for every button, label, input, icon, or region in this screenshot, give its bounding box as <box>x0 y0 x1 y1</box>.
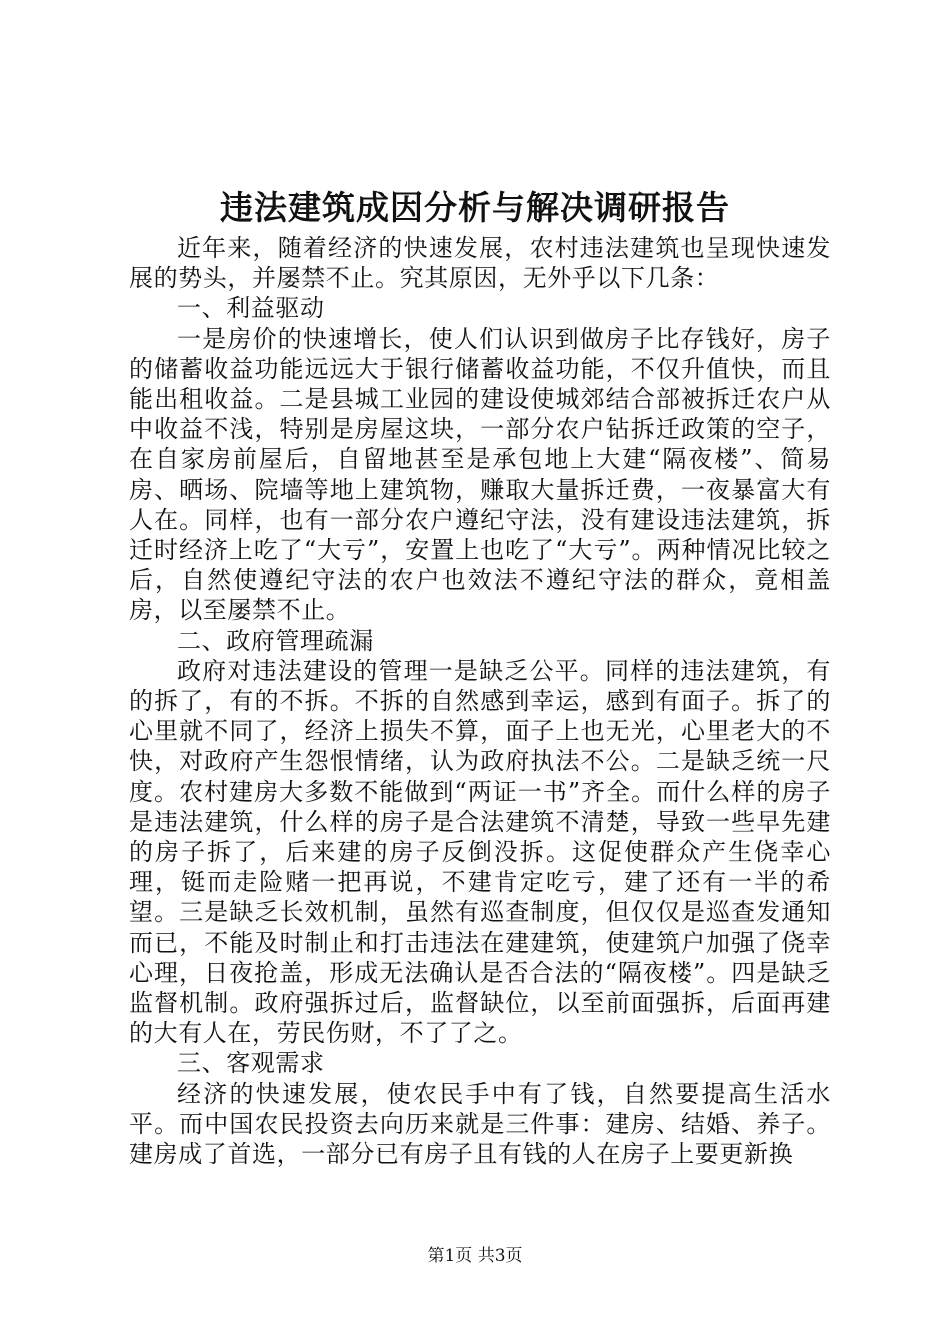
page-number-footer: 第1页 共3页 <box>427 1246 523 1266</box>
intro-paragraph: 近年来，随着经济的快速发展，农村违法建筑也呈现快速发展的势头，并屡禁不止。究其原因，无外乎以下几条： <box>129 234 831 293</box>
document-title: 违法建筑成因分析与解决调研报告 <box>220 188 730 227</box>
section-heading-interest: 一、利益驱动 <box>177 294 325 323</box>
section-paragraph-demand: 经济的快速发展，使农民手中有了钱，自然要提高生活水平。而中国农民投资去向历来就是三件事：建房、结婚、养子。建房成了首选，一部分已有房子且有钱的人在房子上要更新换 <box>129 1079 831 1169</box>
section-paragraph-interest: 一是房价的快速增长，使人们认识到做房子比存钱好，房子的储蓄收益功能远远大于银行储蓄收益功能，不仅升值快，而且能出租收益。二是县城工业园的建设使城郊结合部被拆迁农户从中收益不浅，特别是房屋这块，一部分农户钻拆迁政策的空子，在自家房前屋后，自留地甚至是承包地上大建“隔夜楼”、简易房、晒场、院墙等地上建筑物，赚取大量拆迁费，一夜暴富大有人在。同样，也有一部分农户遵纪守法，没有建设违法建筑，拆迁时经济上吃了“大亏”，安置上也吃了“大亏”。两种情况比较之后，自然使遵纪守法的农户也效法不遵纪守法的群众，竟相盖房，以至屡禁不止。 <box>129 324 831 625</box>
section-heading-government: 二、政府管理疏漏 <box>177 626 374 655</box>
document-body <box>129 233 831 1169</box>
section-paragraph-government: 政府对违法建设的管理一是缺乏公平。同样的违法建筑，有的拆了，有的不拆。不拆的自然感到幸运，感到有面子。拆了的心里就不同了，经济上损失不算，面子上也无光，心里老大的不快，对政府产生怨恨情绪，认为政府执法不公。二是缺乏统一尺度。农村建房大多数不能做到“两证一书”齐全。而什么样的房子是违法建筑，什么样的房子是合法建筑不清楚，导致一些早先建的房子拆了，后来建的房子反倒没拆。这促使群众产生侥幸心理，铤而走险赌一把再说，不建肯定吃亏，建了还有一半的希望。三是缺乏长效机制，虽然有巡查制度，但仅仅是巡查发通知而已，不能及时制止和打击违法在建建筑，使建筑户加强了侥幸心理，日夜抢盖，形成无法确认是否合法的“隔夜楼”。四是缺乏监督机制。政府强拆过后，监督缺位，以至前面强拆，后面再建的大有人在，劳民伤财，不了了之。 <box>129 656 831 1048</box>
section-heading-demand: 三、客观需求 <box>177 1049 325 1078</box>
